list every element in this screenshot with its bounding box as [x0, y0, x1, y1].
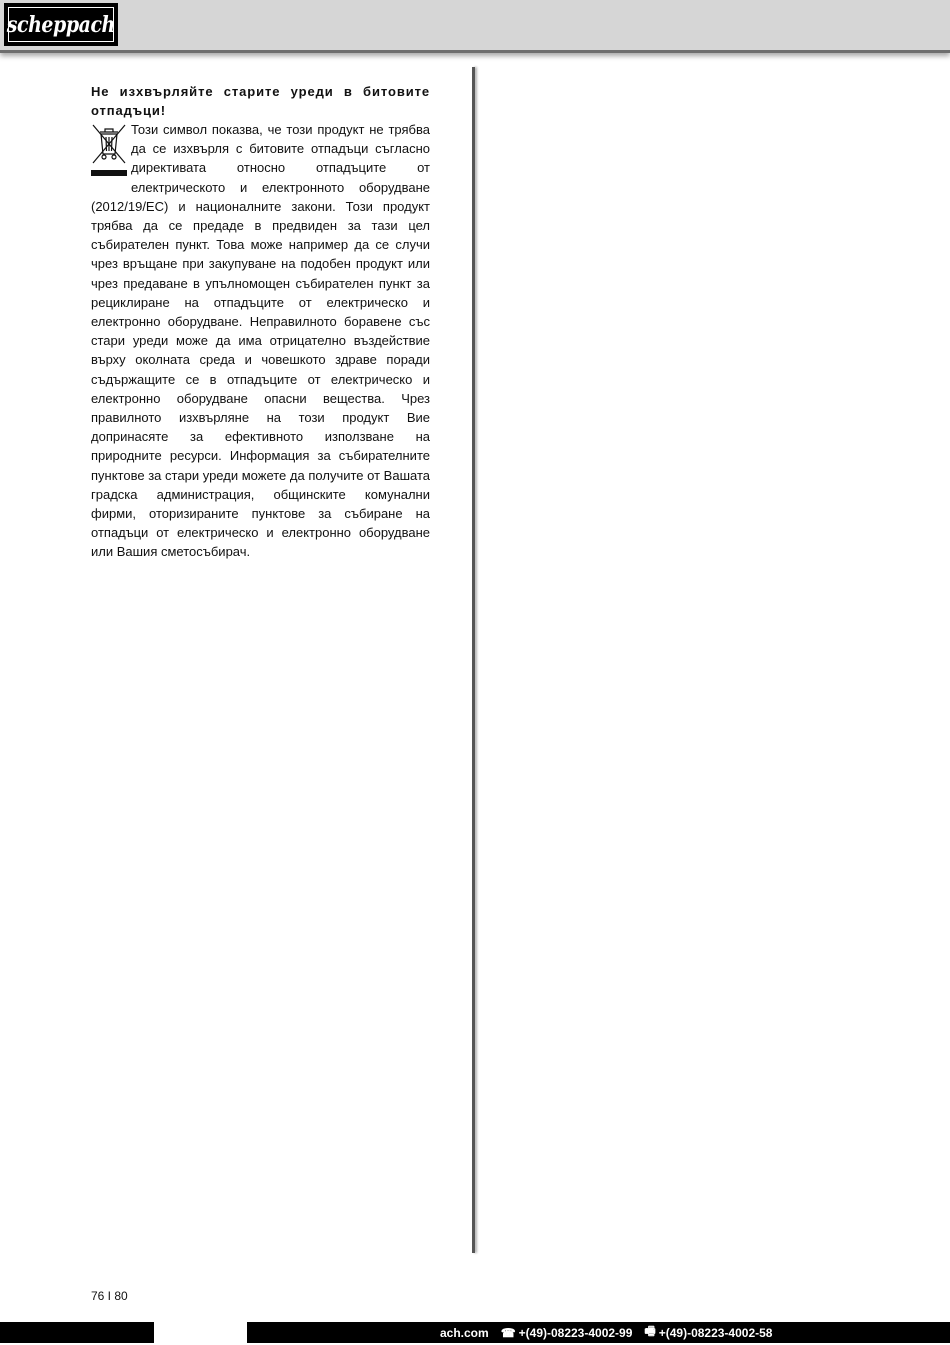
- page-header: [0, 0, 950, 53]
- phone-icon: ☎: [500, 1325, 516, 1340]
- scheppach-logo: [4, 3, 118, 46]
- crossed-out-wheelie-bin-icon: [91, 123, 127, 181]
- phone-number: +(49)-08223-4002-99: [518, 1325, 633, 1340]
- left-column: [91, 82, 430, 562]
- website-text: ach.com: [440, 1325, 489, 1340]
- page-footer: [0, 1322, 950, 1343]
- footer-gap: [154, 1322, 247, 1343]
- fax-icon: 🖷: [644, 1324, 656, 1338]
- section-heading: Не изхвърляйте старите уреди в битовите отпадъци!: [91, 84, 430, 118]
- disposal-paragraph: Този символ показва, че този продукт не трябва да се изхвърля с битовите отпадъци съгласно директивата относно отпадъците от електрическото и електронното оборудване (2012/19/ЕС) и националните закони. Този продукт трябва да се предаде в предвиден за тази цел събирателен пункт. Това може например да се случи чрез връщане при закупуване на подобен продукт или чрез предаване в упълномощен събирателен пункт за рециклиране на отпадъците от електрическо и електронно оборудване. Неправилното боравене със стари уреди може да има отрицателно въздействие върху околната среда и човешкото здраве поради съдържащите се в отпадъците от електрическо и електронно оборудване опасни вещества. Чрез правилното изхвърляне на този продукт Вие допринасяте за ефективното използване на природните ресурси. Информация за събирателните пунктове за стари уреди можете да получите от Вашата градска администрация, общинските комунални фирми, оторизираните пунктове за събиране на отпадъци от електрическо и електронно оборудване или Вашия сметосъбирач.: [91, 122, 430, 560]
- logo-frame: [8, 7, 114, 42]
- logo-text: scheppach: [6, 11, 116, 38]
- footer-contact: [440, 1322, 772, 1343]
- page-number: 76 I 80: [91, 1289, 128, 1303]
- fax-number: +(49)-08223-4002-58: [658, 1325, 773, 1340]
- column-divider: [472, 67, 475, 1253]
